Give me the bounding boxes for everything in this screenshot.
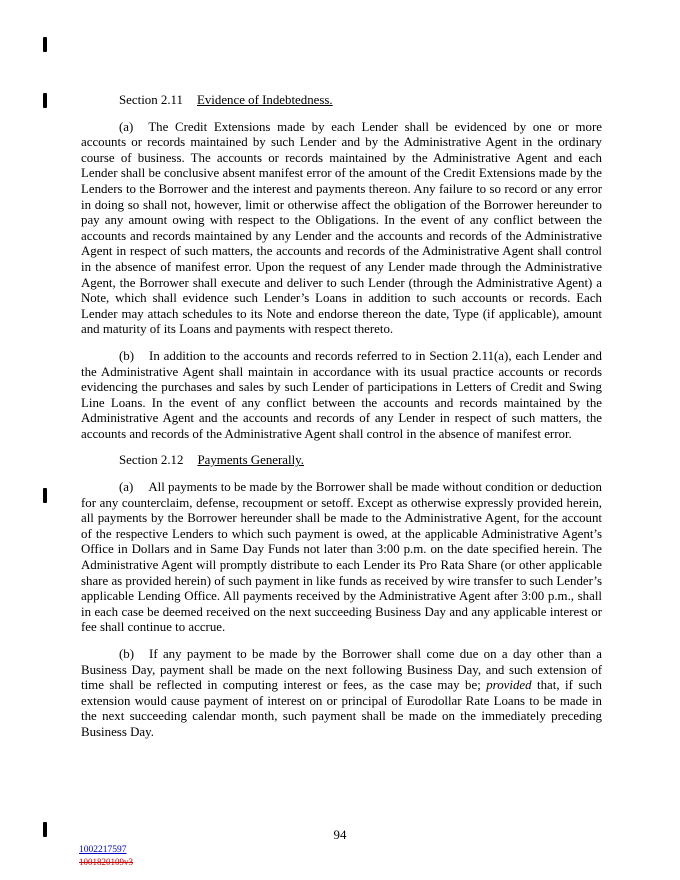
paragraph-text: The Credit Extensions made by each Lender shall be evidenced by one or more accounts or records maintained by such Lender and by the Administrative Agent in the ordinary course of business. The accounts or records maintained by the Administrative Agent and each Lender shall be conclusive absent manifest error of the amount of the Credit Extensions made by the Lenders to the Borrower and the interest and payments thereon. Any failure to so record or any error in doing so shall not, however, limit or otherwise affect the obligation of the Borrower hereunder to pay any amount owing with respect to the Obligations. In the event of any conflict between the accounts and records maintained by any Lender and the accounts and records of the Administrative Agent in respect of such matters, the accounts and records of the Administrative Agent shall control in the absence of manifest error. Upon the request of any Lender made through the Administrative Agent, the Borrower shall execute and deliver to such Lender (through the Administrative Agent) a Note, which shall evidence such Lender’s Loans in addition to such accounts or records. Each Lender may attach schedules to its Note and endorse thereon the date, Type (if applicable), amount and maturity of its Loans and payments with respect thereto.: [81, 119, 602, 337]
section-label: Section 2.11: [119, 93, 183, 107]
revision-change-bar: [43, 37, 47, 52]
paragraph-label: (b): [119, 348, 135, 363]
paragraph-2-11-a: [81, 120, 602, 338]
document-control-numbers: [79, 845, 133, 868]
section-heading-2-12: [81, 453, 602, 469]
paragraph-text-pre: If any payment to be made by the Borrower shall come due on a day other than a Business Day, payment shall be made on the next following Business Day, and such extension of time shall be reflected in computing interest or fees, as the case may be;: [81, 647, 602, 693]
revision-change-bar: [43, 93, 47, 108]
paragraph-2-12-b: [81, 647, 602, 741]
paragraph-label: (a): [119, 480, 134, 495]
page-number: 94: [333, 828, 347, 842]
paragraph-2-11-b: [81, 349, 602, 443]
paragraph-text: In addition to the accounts and records referred to in Section 2.11(a), each Lender and the Administrative Agent shall maintain in accordance with its usual practice accounts or records evidencing the purchases and sales by such Lender of participations in Letters of Credit and Swing Line Loans. In the event of any conflict between the accounts and records maintained by the Administrative Agent and the accounts and records of any Lender in respect of such matters, the accounts and records of the Administrative Agent shall control in the absence of manifest error.: [81, 348, 602, 441]
paragraph-label: (a): [119, 119, 134, 134]
section-heading-2-11: [81, 93, 602, 109]
document-body: [81, 93, 602, 741]
doc-id-struck: 1001820109v3: [79, 856, 133, 867]
paragraph-label: (b): [119, 647, 135, 661]
paragraph-text-italic: provided: [486, 678, 532, 693]
paragraph-text: All payments to be made by the Borrower shall be made without condition or deduction for any counterclaim, defense, recoupment or setoff. Except as otherwise expressly provided herein, all payments by the Borrower hereunder shall be made to the Administrative Agent, for the account of the respective Lenders to which such payment is owed, at the applicable Administrative Agent’s Office in Dollars and in Same Day Funds not later than 3:00 p.m. on the date specified herein. The Administrative Agent will promptly distribute to each Lender its Pro Rata Share (or other applicable share as provided herein) of such payment in like funds as received by wire transfer to such Lender’s applicable Lending Office. All payments received by the Administrative Agent after 3:00 p.m., shall in each case be deemed received on the next succeeding Business Day and any applicable interest or fee shall continue to accrue.: [81, 480, 602, 635]
paragraph-2-12-a: [81, 480, 602, 636]
revision-change-bar: [43, 488, 47, 503]
section-title: Evidence of Indebtedness.: [196, 93, 333, 107]
doc-id-link[interactable]: 1002217597: [79, 845, 127, 855]
section-label: Section 2.12: [119, 453, 184, 468]
section-title: Payments Generally.: [197, 453, 305, 468]
paragraph-text-post: that, if such extension would cause payment of interest on or principal of Eurodollar Rate Loans to be made in the next succeeding calendar month, such payment shall be made on the immediately preceding Business Day.: [81, 678, 602, 739]
